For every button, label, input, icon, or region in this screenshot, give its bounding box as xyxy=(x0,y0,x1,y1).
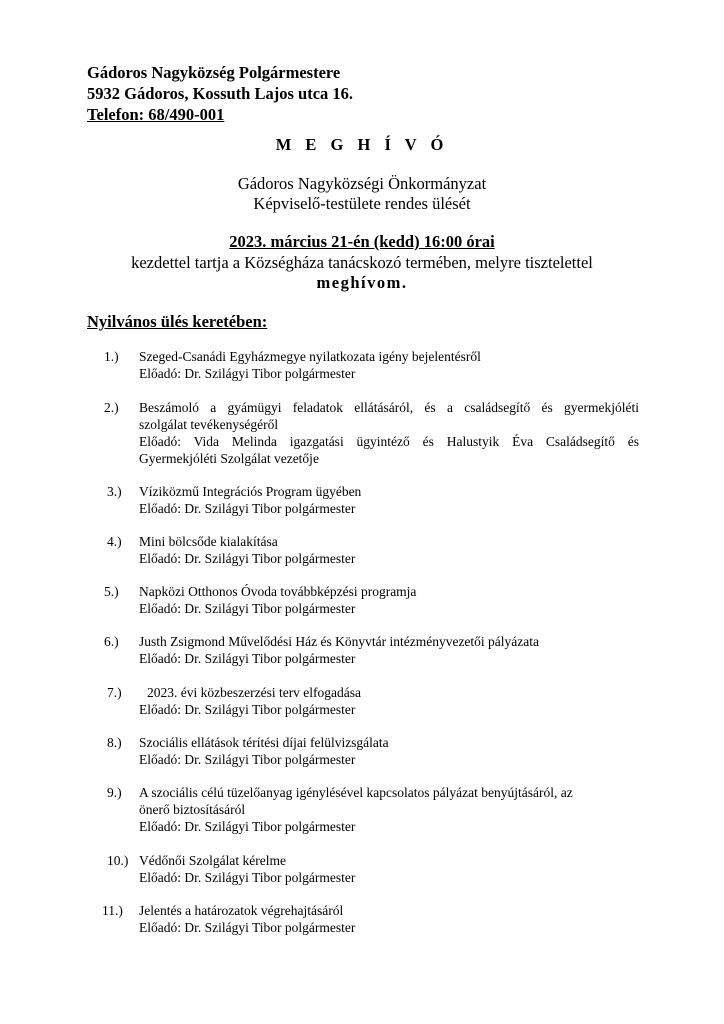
agenda-item-presenter-cont: Gyermekjóléti Szolgálat vezetője xyxy=(139,451,319,466)
agenda-item-title: Szeged-Csanádi Egyházmegye nyilatkozata igény bejelentésről xyxy=(139,349,481,364)
agenda-item-title: Jelentés a határozatok végrehajtásáról xyxy=(139,903,344,918)
agenda-item-number: 4.) xyxy=(107,534,122,549)
agenda-item-title-cont: szolgálat tevékenységéről xyxy=(139,417,279,432)
agenda-item-title: Napközi Otthonos Óvoda továbbképzési programja xyxy=(139,584,417,599)
agenda-item-number: 9.) xyxy=(107,785,122,800)
agenda-item-presenter: Előadó: Dr. Szilágyi Tibor polgármester xyxy=(139,819,356,834)
agenda-item-presenter: Előadó: Dr. Szilágyi Tibor polgármester xyxy=(139,651,356,666)
agenda-item-presenter: Előadó: Dr. Szilágyi Tibor polgármester xyxy=(139,752,356,767)
meeting-date: 2023. március 21-én (kedd) 16:00 órai xyxy=(229,232,495,251)
agenda-item-presenter: Előadó: Dr. Szilágyi Tibor polgármester xyxy=(139,870,356,885)
agenda-item-title: Víziközmű Integrációs Program ügyében xyxy=(139,484,362,499)
agenda-item-number: 11.) xyxy=(102,903,123,918)
organization-line-1: Gádoros Nagyközségi Önkormányzat xyxy=(237,174,487,193)
agenda-item-number: 5.) xyxy=(104,584,119,599)
agenda-item-number: 2.) xyxy=(104,400,119,415)
agenda-item-title: A szociális célú tüzelőanyag igénylésével kapcsolatos pályázat benyújtásáról, az xyxy=(139,785,573,800)
sender-address: 5932 Gádoros, Kossuth Lajos utca 16. xyxy=(87,84,354,103)
agenda-item-number: 7.) xyxy=(107,685,122,700)
agenda-item-title: Beszámoló a gyámügyi feladatok ellátásáról, és a családsegítő és gyermekjóléti xyxy=(139,400,639,415)
agenda-item-title: Szociális ellátások térítési díjai felülvizsgálata xyxy=(139,735,389,750)
agenda-item-presenter: Előadó: Dr. Szilágyi Tibor polgármester xyxy=(139,551,356,566)
sender-phone: Telefon: 68/490-001 xyxy=(87,105,225,124)
sender-name: Gádoros Nagyközség Polgármestere xyxy=(87,63,341,82)
agenda-item-presenter: Előadó: Vida Melinda igazgatási ügyintéző és Halustyik Éva Családsegítő és xyxy=(139,434,639,449)
agenda-item-title: Justh Zsigmond Művelődési Ház és Könyvtár intézményvezetői pályázata xyxy=(139,634,540,649)
agenda-item-number: 3.) xyxy=(107,484,122,499)
organization-line-2: Képviselő-testülete rendes ülését xyxy=(253,194,471,213)
sender-header xyxy=(87,62,353,125)
section-title: Nyilvános ülés keretében: xyxy=(87,312,268,331)
agenda-item-number: 6.) xyxy=(104,634,119,649)
agenda-item-title: Védőnői Szolgálat kérelme xyxy=(139,853,286,868)
agenda-item-presenter: Előadó: Dr. Szilágyi Tibor polgármester xyxy=(139,501,356,516)
agenda-item-presenter: Előadó: Dr. Szilágyi Tibor polgármester xyxy=(139,366,356,381)
invite-word: meghívom. xyxy=(316,273,408,292)
agenda-item-presenter: Előadó: Dr. Szilágyi Tibor polgármester xyxy=(139,702,356,717)
agenda-item-number: 10.) xyxy=(107,853,129,868)
agenda-item-number: 1.) xyxy=(104,349,119,364)
agenda-item-presenter: Előadó: Dr. Szilágyi Tibor polgármester xyxy=(139,601,356,616)
agenda-item-number: 8.) xyxy=(107,735,122,750)
agenda-item-presenter: Előadó: Dr. Szilágyi Tibor polgármester xyxy=(139,920,356,935)
agenda-item-title: Mini bölcsőde kialakítása xyxy=(139,534,278,549)
agenda-item-title: 2023. évi közbeszerzési terv elfogadása xyxy=(147,685,362,700)
document-title: M E G H Í V Ó xyxy=(275,135,449,154)
meeting-intro: kezdettel tartja a Községháza tanácskozó termében, melyre tisztelettel xyxy=(131,253,593,272)
agenda-item-title-cont: önerő biztosításáról xyxy=(139,802,246,817)
